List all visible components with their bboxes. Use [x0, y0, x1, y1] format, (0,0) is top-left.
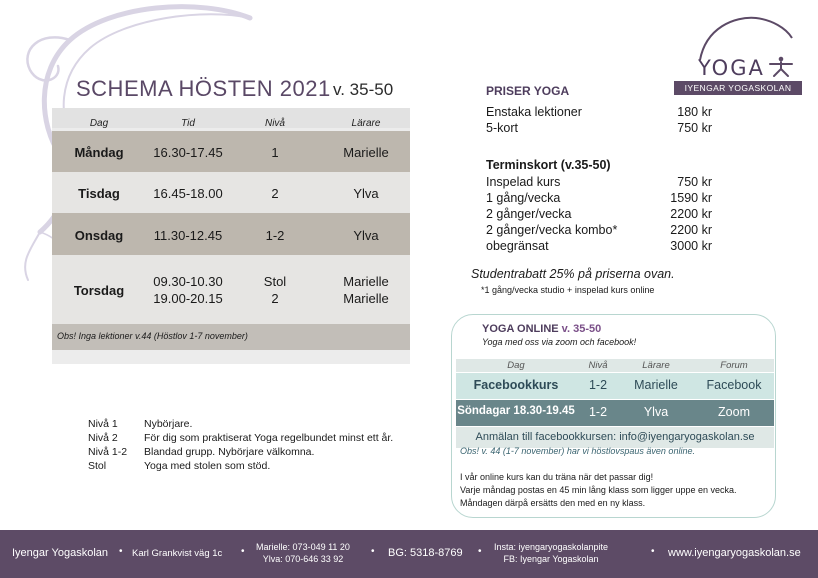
- prices-title: PRISER YOGA: [486, 84, 570, 98]
- term-title: Terminskort (v.35-50): [486, 158, 611, 172]
- price-label: Enstaka lektioner: [486, 105, 582, 119]
- yoga-pose-icon: [768, 56, 794, 78]
- level-desc: Nybörjare.: [144, 418, 193, 430]
- online-text-3: Måndagen därpå ersätts den med en ny klass.: [460, 498, 646, 508]
- online-title-text: YOGA ONLINE: [482, 323, 559, 335]
- page-weeks: v. 35-50: [333, 80, 394, 99]
- footer-address: Karl Grankvist väg 1c: [132, 548, 223, 559]
- online-title: [482, 323, 601, 335]
- online-row-teacher: Marielle: [634, 378, 678, 392]
- online-row-day: Facebookkurs: [473, 378, 559, 392]
- col-larare: Lärare: [351, 118, 381, 129]
- table-row: [456, 400, 774, 426]
- online-col-larare: Lärare: [642, 360, 670, 371]
- row-teacher: Marielle: [343, 145, 389, 160]
- col-tid: Tid: [181, 118, 195, 129]
- logo-bar: IYENGAR YOGASKOLAN: [674, 81, 802, 95]
- online-subtitle: Yoga med oss via zoom och facebook!: [482, 337, 637, 347]
- col-dag: Dag: [89, 118, 109, 129]
- price-value: 3000 kr: [670, 239, 712, 253]
- level-key: Stol: [88, 460, 107, 472]
- footer-facebook[interactable]: FB: Iyengar Yogaskolan: [503, 554, 599, 564]
- footer-separator: •: [371, 546, 375, 557]
- level-desc: Blandad grupp. Nybörjare välkomna.: [144, 446, 315, 458]
- row-level: 1-2: [265, 228, 285, 243]
- row-time: 11.30-12.45: [153, 228, 223, 243]
- online-col-forum: Forum: [720, 360, 748, 371]
- row-level-2: 2: [271, 291, 279, 306]
- row-day: Tisdag: [78, 186, 120, 201]
- table-row: [52, 172, 410, 213]
- online-row-forum: Zoom: [718, 405, 750, 419]
- table-row: [456, 373, 774, 399]
- online-text-1: I vår online kurs kan du träna när det passar dig!: [460, 472, 654, 482]
- schedule-header: [52, 108, 410, 128]
- footer-phone-1: Marielle: 073-049 11 20: [256, 542, 350, 552]
- row-time: 16.30-17.45: [153, 145, 223, 160]
- student-discount: Studentrabatt 25% på priserna ovan.: [471, 267, 675, 281]
- table-row: [52, 255, 410, 324]
- price-value: 1590 kr: [670, 191, 712, 205]
- row-day: Måndag: [74, 145, 124, 160]
- table-row: [52, 213, 410, 255]
- row-teacher-2: Marielle: [343, 291, 389, 306]
- row-day: Torsdag: [73, 283, 125, 298]
- online-col-niva: Nivå: [588, 360, 608, 371]
- footer-separator: •: [478, 546, 482, 557]
- level-key: Nivå 1-2: [88, 446, 128, 458]
- schedule-table: [52, 108, 410, 364]
- table-row: [52, 131, 410, 172]
- footer-phone-2: Ylva: 070-646 33 92: [262, 554, 344, 564]
- footer-website-link[interactable]: www.iyengaryogaskolan.se: [668, 547, 801, 559]
- row-teacher: Marielle: [343, 274, 389, 289]
- price-label: obegränsat: [486, 239, 549, 253]
- row-time: 09.30-10.30: [153, 274, 223, 289]
- level-desc: Yoga med stolen som stöd.: [144, 460, 271, 472]
- footer-separator: •: [651, 546, 655, 557]
- col-niva: Nivå: [264, 118, 286, 129]
- row-teacher: Ylva: [353, 186, 379, 201]
- row-level: Stol: [263, 274, 287, 289]
- page-title: SCHEMA HÖSTEN 2021: [76, 76, 331, 101]
- online-row-level: 1-2: [588, 378, 608, 392]
- online-box: [451, 314, 776, 518]
- price-label: 5-kort: [486, 121, 518, 135]
- price-label: 1 gång/vecka: [486, 191, 561, 205]
- row-time: 16.45-18.00: [153, 186, 223, 201]
- level-key: Nivå 2: [88, 432, 118, 444]
- level-desc: För dig som praktiserat Yoga regelbundet minst ett år.: [144, 432, 394, 444]
- row-time-2: 19.00-20.15: [153, 291, 223, 306]
- online-row-level: 1-2: [588, 405, 608, 419]
- row-day: Onsdag: [74, 228, 124, 243]
- price-value: 2200 kr: [670, 207, 712, 221]
- footer-name: Iyengar Yogaskolan: [12, 547, 109, 559]
- price-value: 750 kr: [677, 175, 712, 189]
- row-level: 1: [271, 145, 279, 160]
- yoga-logo: [674, 14, 802, 93]
- online-row-forum: Facebook: [706, 378, 762, 392]
- price-value: 750 kr: [677, 121, 712, 135]
- online-title-weeks: v. 35-50: [561, 323, 602, 335]
- price-value: 2200 kr: [670, 223, 712, 237]
- price-value: 180 kr: [677, 105, 712, 119]
- online-row-teacher: Ylva: [643, 405, 669, 419]
- online-row-day: Söndagar 18.30-19.45: [457, 405, 575, 417]
- row-teacher: Ylva: [353, 228, 379, 243]
- price-footnote: *1 gång/vecka studio + inspelad kurs online: [481, 285, 655, 295]
- footer-separator: •: [119, 546, 123, 557]
- price-label: 2 gånger/vecka: [486, 207, 572, 221]
- online-note: Obs! v. 44 (1-7 november) har vi höstlovspaus även online.: [460, 446, 695, 456]
- schedule-note: Obs! Inga lektioner v.44 (Höstlov 1-7 november): [52, 324, 410, 350]
- online-signup: Anmälan till facebookkursen: info@iyengaryogaskolan.se: [456, 427, 774, 448]
- footer-separator: •: [241, 546, 245, 557]
- footer-insta[interactable]: Insta: iyengaryogaskolanpite: [493, 542, 609, 552]
- logo-word: YOGA: [698, 56, 765, 80]
- online-text-2: Varje måndag postas en 45 min lång klass som ligger uppe en vecka.: [460, 485, 737, 495]
- level-key: Nivå 1: [88, 418, 118, 430]
- price-label: 2 gånger/vecka kombo*: [486, 223, 618, 237]
- footer-bg: BG: 5318-8769: [388, 547, 463, 559]
- footer-bar: [0, 530, 818, 578]
- online-table-header: [456, 359, 774, 372]
- online-col-dag: Dag: [507, 360, 525, 371]
- row-level: 2: [271, 186, 279, 201]
- price-label: Inspelad kurs: [486, 175, 561, 189]
